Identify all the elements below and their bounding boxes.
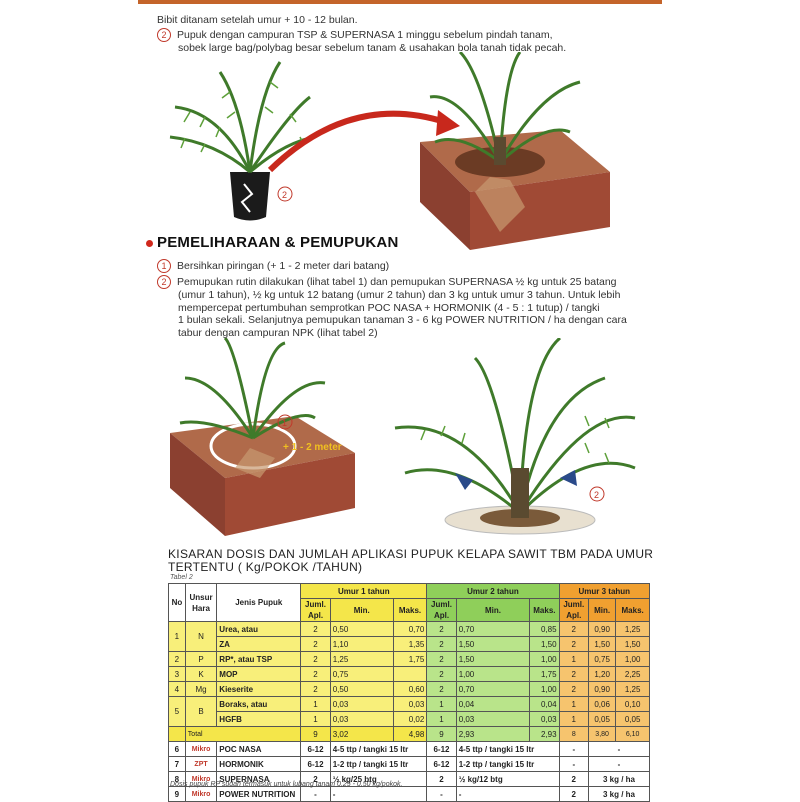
table-cell: Mikro [185,772,217,787]
table-cell: - [588,757,649,772]
table-cell: 9 [427,727,456,742]
table-cell [169,727,186,742]
table-cell [393,667,427,682]
table-cell: 1 [427,712,456,727]
header-umur-1: Umur 1 tahun [301,584,427,599]
table-cell: 0,90 [588,682,615,697]
bullet-dot [146,240,153,247]
table-cell: 0,50 [330,682,393,697]
header-min-2: Min. [456,599,530,622]
table-cell: 0,03 [456,712,530,727]
table-cell: 1-2 ttp / tangki 15 ltr [330,757,427,772]
table-cell: MOP [217,667,301,682]
table-cell: 2 [559,772,588,787]
table-cell: 2 [427,772,456,787]
table-row [169,637,650,652]
table-cell: RP*, atau TSP [217,652,301,667]
step-2b-marker: 2 [157,275,171,289]
table-cell: 1,10 [330,637,393,652]
table-cell: 2 [559,682,588,697]
spray-bottle-right [560,470,577,486]
header-jumlah-1: Juml. Apl. [301,599,330,622]
step-2-line-3: mempercepat pertumbuhan semprotkan POC NASA + HORMONIK (4 - 5 : 1 tutup) / tangki [178,301,600,314]
table-title-line-2: TERTENTU ( Kg/POKOK /TAHUN) [168,560,363,574]
table-cell: ZA [217,637,301,652]
intro-step-2 [157,28,566,55]
header-maks-2: Maks. [530,599,559,622]
table-cell: 0,75 [330,667,393,682]
table-cell: 2 [301,682,330,697]
intro-step-2-line-1: Pupuk dengan campuran TSP & SUPERNASA 1 minggu sebelum pindah tanam, [177,28,553,41]
table-cell: - [301,787,330,802]
table-cell: POWER NUTRITION [217,787,301,802]
table-cell: 0,03 [393,697,427,712]
top-accent-bar [138,0,662,4]
table-cell: 1 [169,622,186,652]
table-cell: 2 [427,652,456,667]
table-row [169,697,650,712]
table-cell: ZPT [185,757,217,772]
table-cell: 1,25 [616,622,650,637]
table-row [169,787,650,802]
table-cell: K [185,667,217,682]
step-2-line-2: (umur 1 tahun), ½ kg untuk 12 batang (umur 2 tahun) dan 3 kg untuk umur 3 tahun. Untuk lebih [178,289,621,301]
maintenance-step-2 [157,275,627,339]
step-1-marker: 1 [157,259,171,273]
marker-2-text: 2 [282,190,288,200]
table-cell: HGFB [217,712,301,727]
table-cell: 2 [301,667,330,682]
table-cell: 1,00 [456,667,530,682]
table-cell: 3 kg / ha [588,787,649,802]
table-cell: 2 [169,652,186,667]
table-cell: 1,50 [588,637,615,652]
table-cell: 0,04 [530,697,559,712]
table-cell: 2 [301,622,330,637]
table-cell: 6-12 [427,742,456,757]
table-cell: ½ kg/25 btg [330,772,427,787]
maintenance-step-1 [157,259,389,273]
soil-block-weeding [170,416,355,536]
section-title-text: PEMELIHARAAN & PEMUPUKAN [157,234,399,251]
header-min-3: Min. [588,599,615,622]
table-cell: Boraks, atau [217,697,301,712]
header-maks-3: Maks. [616,599,650,622]
table-row [169,667,650,682]
spray-bottle-left [455,473,473,490]
table-cell: 8 [169,772,186,787]
polybag-seedling [170,62,315,221]
table-cell: 1,25 [330,652,393,667]
table-cell: 0,10 [616,697,650,712]
table-cell: 0,06 [588,697,615,712]
table-cell: 7 [169,757,186,772]
table-row [169,742,650,757]
header-no: No [169,584,186,622]
table-cell: 2,93 [456,727,530,742]
table-cell: HORMONIK [217,757,301,772]
marker-2b-text: 2 [594,490,600,500]
table-row [169,712,650,727]
table-cell: 1 [301,697,330,712]
table-cell: 5 [169,697,186,727]
table-cell: Mikro [185,742,217,757]
table-cell: 6,10 [616,727,650,742]
table-cell: 6 [169,742,186,757]
table-cell: 0,02 [393,712,427,727]
table-title-line-1: KISARAN DOSIS DAN JUMLAH APLIKASI PUPUK KELAPA SAWIT TBM PADA UMUR [168,547,654,561]
table-cell: 1 [559,652,588,667]
table-cell: 2 [301,637,330,652]
table-total-row [169,727,650,742]
table-cell: 0,70 [456,622,530,637]
table-cell: 0,50 [330,622,393,637]
table-cell: 0,90 [588,622,615,637]
table-cell: 6-12 [427,757,456,772]
table-cell: 1,50 [456,637,530,652]
table-row [169,757,650,772]
header-unsur: Unsur Hara [185,584,217,622]
table-cell: 1,25 [616,682,650,697]
maintenance-illustration [165,338,645,538]
marker-1-text: 1 [282,418,288,428]
table-body [169,622,650,802]
step-2-marker: 2 [157,28,171,42]
table-cell: 3 [169,667,186,682]
table-cell: 2 [559,637,588,652]
table-cell: POC NASA [217,742,301,757]
step-2-line-1: Pemupukan rutin dilakukan (lihat tabel 1) dan pemupukan SUPERNASA ½ kg untuk 25 batang [177,275,617,288]
table-cell: - [330,787,427,802]
header-jumlah-2: Juml. Apl. [427,599,456,622]
table-cell: Mikro [185,787,217,802]
table-cell: 4,98 [393,727,427,742]
table-cell: 1 [559,712,588,727]
table-cell: Urea, atau [217,622,301,637]
table-cell: 1,00 [530,682,559,697]
table-cell: 0,03 [530,712,559,727]
step-2-line-4: 1 bulan sekali. Selanjutnya pemupukan tanaman 3 - 6 kg POWER NUTRITION / ha dengan cara [178,314,627,326]
transplant-illustration [160,52,630,250]
table-cell: 0,70 [456,682,530,697]
table-cell: 6-12 [301,742,330,757]
table-cell: P [185,652,217,667]
table-cell: - [588,742,649,757]
table-cell: 2 [559,787,588,802]
header-umur-2: Umur 2 tahun [427,584,559,599]
table-cell: 1,35 [393,637,427,652]
table-cell: SUPERNASA [217,772,301,787]
table-cell: 8 [559,727,588,742]
table-cell: 6-12 [301,757,330,772]
table-cell: 9 [169,787,186,802]
intro-line-1: Bibit ditanam setelah umur + 10 - 12 bulan. [157,14,358,26]
table-cell: 2 [301,772,330,787]
table-cell: 0,60 [393,682,427,697]
distance-label: + 1 - 2 meter [283,442,342,453]
dose-table [168,583,650,802]
table-cell: 4-5 ttp / tangki 15 ltr [330,742,427,757]
table-cell: 1,75 [393,652,427,667]
table-cell: 0,85 [530,622,559,637]
step-2-line-5: tabur dengan campuran NPK (lihat tabel 2) [178,326,378,339]
table-cell: 2 [559,667,588,682]
table-cell: Mg [185,682,217,697]
table-cell: 2 [427,667,456,682]
table-cell: 0,05 [588,712,615,727]
table-cell: 0,03 [330,697,393,712]
table-cell: 1,75 [530,667,559,682]
table-row [169,652,650,667]
table-cell: Kieserite [217,682,301,697]
table-footnote: Dosis pupuk RP sudah termasuk untuk lubang tanam 0,25 - 0,50 kg/pokok. [170,781,403,788]
table-cell: 1 [427,697,456,712]
table-cell: 3 kg / ha [588,772,649,787]
table-cell: - [559,742,588,757]
table-row [169,682,650,697]
table-cell: 0,05 [616,712,650,727]
table-title [168,548,658,574]
header-maks-1: Maks. [393,599,427,622]
table-cell: - [559,757,588,772]
table-cell: 2 [559,622,588,637]
step-1-text: Bersihkan piringan (+ 1 - 2 meter dari batang) [177,259,390,272]
table-cell: 4-5 ttp / tangki 15 ltr [456,742,559,757]
table-cell: 3,80 [588,727,615,742]
table-cell: 1 [301,712,330,727]
table-subtitle: Tabel 2 [170,574,193,581]
arrow-head [436,110,460,136]
header-min-1: Min. [330,599,393,622]
table-cell: 2 [427,622,456,637]
table-cell: 1,50 [456,652,530,667]
table-cell: 1,00 [530,652,559,667]
table-cell: 0,04 [456,697,530,712]
table-cell: 2 [301,652,330,667]
table-cell: 1,50 [616,637,650,652]
table-cell: 3,02 [330,727,393,742]
table-cell: 1,00 [616,652,650,667]
table-cell: B [185,697,217,727]
table-cell: 1-2 ttp / tangki 15 ltr [456,757,559,772]
header-umur-3: Umur 3 tahun [559,584,649,599]
header-jenis: Jenis Pupuk [217,584,301,622]
table-cell: 0,70 [393,622,427,637]
table-cell: ½ kg/12 btg [456,772,559,787]
table-cell: 2 [427,637,456,652]
table-cell: 2,93 [530,727,559,742]
table-row [169,622,650,637]
table-cell: Total [185,727,301,742]
intro-step-2-line-2: sobek large bag/polybag besar sebelum tanam & usahakan bola tanah tidak pecah. [178,42,567,54]
table-cell: 0,75 [588,652,615,667]
table-cell: - [427,787,456,802]
table-cell: - [456,787,559,802]
table-cell: 9 [301,727,330,742]
table-cell: 1,50 [530,637,559,652]
table-cell: 0,03 [330,712,393,727]
table-cell: 2 [427,682,456,697]
table-cell: 1 [559,697,588,712]
section-title [146,234,398,251]
table-cell: N [185,622,217,652]
table-cell: 4 [169,682,186,697]
table-cell: 2,25 [616,667,650,682]
header-jumlah-3: Juml. Apl. [559,599,588,622]
table-cell: 1,20 [588,667,615,682]
